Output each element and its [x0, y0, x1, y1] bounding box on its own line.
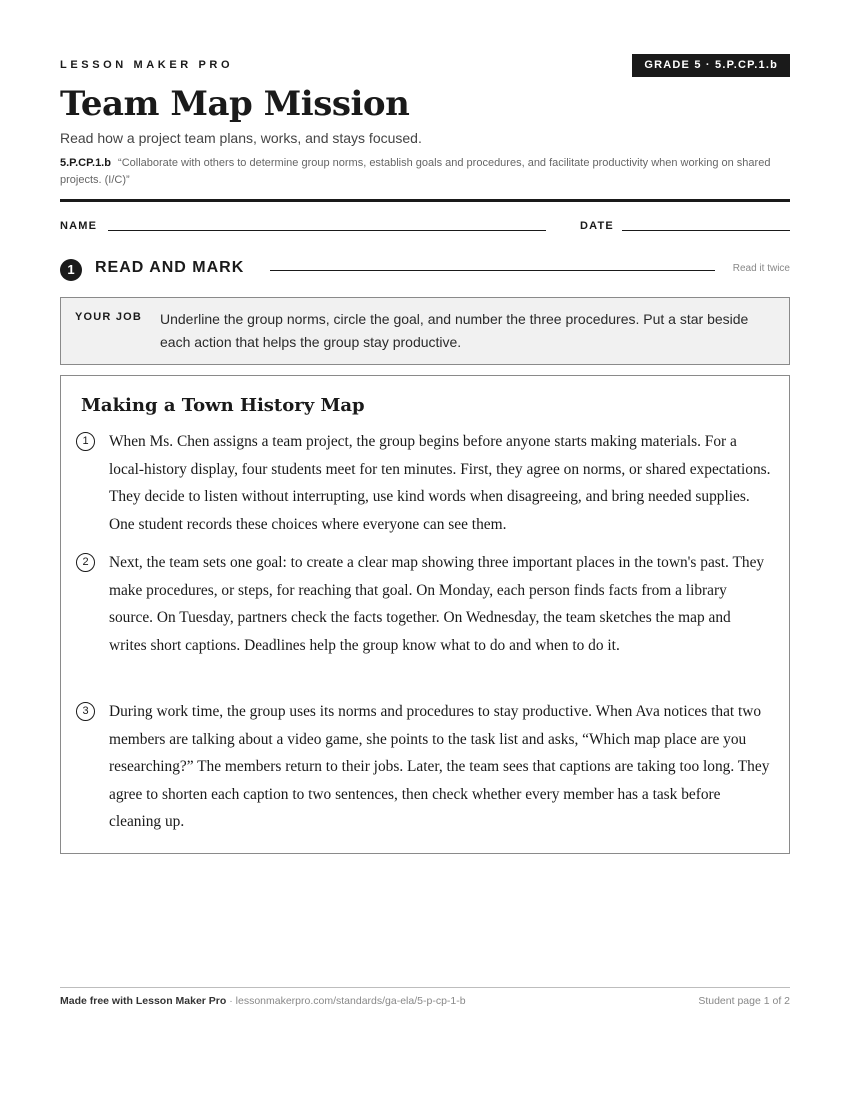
- section-title: READ AND MARK: [95, 259, 245, 276]
- footer-divider: [60, 987, 790, 988]
- top-bar: [60, 54, 790, 80]
- standard-code: 5.P.CP.1.b: [60, 157, 111, 169]
- instructions-box: [60, 297, 790, 365]
- passage-paragraph: During work time, the group uses its norms and procedures to stay productive. When Ava notices that two members are talking about a video game, she points to the task list and asks, “Which map place are you researching?” The members return to their jobs. Later, the team sees that captions are taking too long. They agree to shorten each caption to two sentences, then check whether every member has a task before cleaning up.: [109, 703, 770, 831]
- passage-paragraph: Next, the team sets one goal: to create a clear map showing three important places in the town's past. They make procedures, or steps, for reaching that goal. On Monday, each person finds facts from a library source. On Tuesday, partners check the facts together. On Wednesday, the team sketches the map and writes short captions. Deadlines help the group know what to do and when to do it.: [109, 554, 765, 654]
- date-label: DATE: [580, 220, 614, 232]
- passage-paragraph: When Ms. Chen assigns a team project, the group begins before anyone starts making materials. For a local-history display, four students meet for ten minutes. First, they agree on norms, or shared expectations. They decide to listen without interrupting, use kind words when disagreeing, and bring needed supplies. One student records these choices where everyone can see them.: [109, 433, 771, 533]
- standard-text: “Collaborate with others to determine group norms, establish goals and procedures, and facilitate productivity when working on shared projects. (I/C)”: [60, 157, 771, 186]
- name-label: NAME: [60, 220, 98, 232]
- instructions-text: Underline the group norms, circle the goal, and number the three procedures. Put a star beside each action that helps the group stay productive.: [160, 311, 749, 350]
- reading-passage: [60, 375, 790, 854]
- name-date-row: [60, 218, 790, 234]
- page-footer: [60, 995, 790, 1007]
- page-indicator: Student page 1 of 2: [698, 995, 790, 1007]
- section-note: Read it twice: [732, 263, 790, 274]
- page-title: Team Map Mission: [60, 84, 410, 124]
- passage-title: Making a Town History Map: [81, 395, 365, 416]
- section-divider: [270, 270, 715, 271]
- name-write-line[interactable]: [108, 230, 546, 231]
- header-divider: [60, 199, 790, 202]
- date-write-line[interactable]: [622, 230, 790, 231]
- grade-badge: GRADE 5 · 5.P.CP.1.b: [632, 54, 790, 77]
- paragraph-number: 2: [76, 553, 95, 572]
- footer-credit: Made free with Lesson Maker Pro: [60, 995, 227, 1007]
- brand-name: LESSON MAKER PRO: [60, 59, 234, 71]
- instructions-label: YOUR JOB: [75, 311, 143, 323]
- paragraph-number: 1: [76, 432, 95, 451]
- section-heading: [60, 257, 790, 283]
- standard-description: [60, 155, 790, 189]
- paragraph-number: 3: [76, 702, 95, 721]
- footer-url[interactable]: · lessonmakerpro.com/standards/ga-ela/5-p-cp-1-b: [226, 995, 466, 1007]
- section-number-badge: 1: [60, 259, 82, 281]
- page-subtitle: Read how a project team plans, works, and stays focused.: [60, 130, 422, 146]
